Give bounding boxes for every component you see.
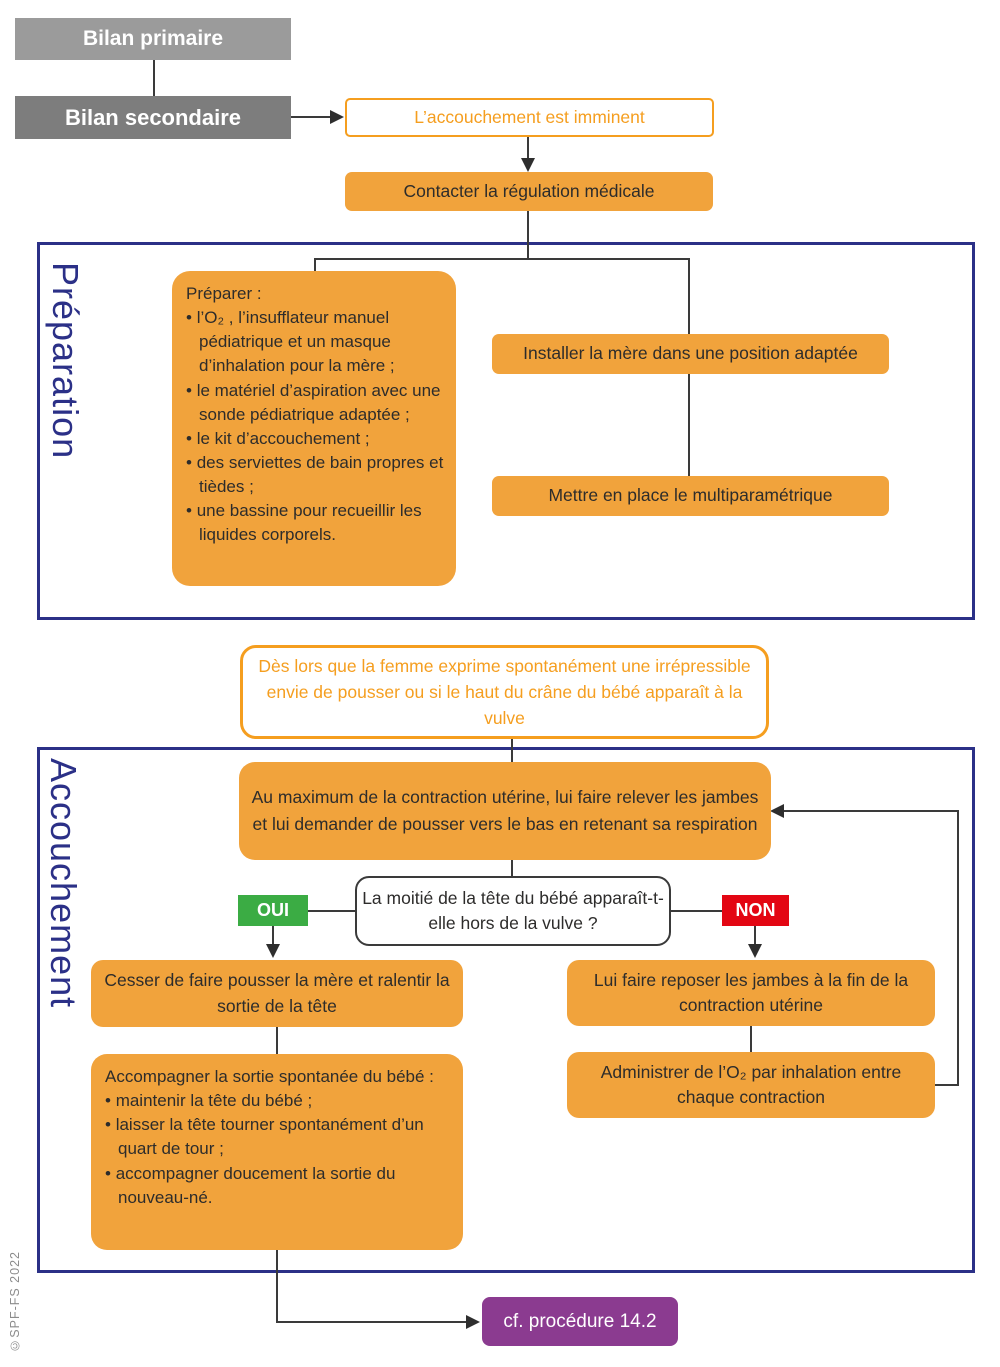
copyright-label: ©SPF-FS 2022 [8, 1251, 22, 1353]
arrowhead-into-imminent [330, 110, 344, 124]
badge-oui: OUI [238, 895, 308, 926]
arrowhead-non-down [748, 944, 762, 958]
preparer-item: • le matériel d’aspiration avec une sonde pédiatrique adaptée ; [186, 379, 444, 427]
accompagner-title: Accompagner la sortie spontanée du bébé : [105, 1067, 434, 1086]
connector-cesser-accompagner [276, 1026, 278, 1055]
preparer-item: • une bassine pour recueillir les liquides corporels. [186, 499, 444, 547]
loop-top-horizontal [783, 810, 959, 812]
node-accompagner-list [91, 1054, 463, 1250]
node-bilan-secondaire: Bilan secondaire [15, 96, 291, 139]
preparer-title: Préparer : [186, 284, 262, 303]
accompagner-item: • laisser la tête tourner spontanément d’un quart de tour ; [105, 1113, 451, 1161]
node-question-tete: La moitié de la tête du bébé apparaît-t-elle hors de la vulve ? [355, 876, 671, 946]
preparer-item: • le kit d’accouchement ; [186, 427, 444, 451]
connector-question-non [670, 910, 723, 912]
connector-aumaximum-question [511, 859, 513, 877]
node-au-maximum: Au maximum de la contraction utérine, lui faire relever les jambes et lui demander de pousser vers le bas en retenant sa respiration [239, 762, 771, 860]
connector-secondaire-imminent [290, 116, 333, 118]
connector-bilan [153, 60, 155, 96]
node-preparer-list [172, 271, 456, 586]
accouchement-section-label: Accouchement [43, 758, 84, 1009]
preparation-section-label: Préparation [45, 262, 86, 460]
accompagner-item: • maintenir la tête du bébé ; [105, 1089, 451, 1113]
arrowhead-oui-down [266, 944, 280, 958]
preparer-item: • des serviettes de bain propres et tièdes ; [186, 451, 444, 499]
connector-trigger-aumaximum [511, 738, 513, 765]
arrowhead-into-contacter [521, 158, 535, 172]
connector-accompagner-procedure-h [276, 1321, 466, 1323]
preparer-item: • l’O₂ , l’insufflateur manuel pédiatrique et un masque d’inhalation pour la mère ; [186, 306, 444, 378]
connector-reposer-administrer [750, 1025, 752, 1053]
loop-bottom-horizontal [935, 1084, 959, 1086]
connector-contacter-preparation [527, 210, 529, 259]
connector-split-horizontal [314, 258, 690, 260]
node-bilan-primaire: Bilan primaire [15, 18, 291, 60]
connector-oui-question [308, 910, 356, 912]
connector-non-down [754, 926, 756, 946]
connector-oui-down [272, 926, 274, 946]
node-contacter-regulation: Contacter la régulation médicale [345, 172, 713, 211]
node-installer-mere: Installer la mère dans une position adaptée [492, 334, 889, 374]
arrowhead-loop-into-aumaximum [770, 804, 784, 818]
arrowhead-into-procedure [466, 1315, 480, 1329]
node-accouchement-imminent: L’accouchement est imminent [345, 98, 714, 137]
node-multiparametrique: Mettre en place le multiparamétrique [492, 476, 889, 516]
connector-imminent-contacter [527, 137, 529, 160]
node-cesser-pousser: Cesser de faire pousser la mère et ralentir la sortie de la tête [91, 960, 463, 1027]
badge-non: NON [722, 895, 789, 926]
accompagner-item: • accompagner doucement la sortie du nouveau-né. [105, 1162, 451, 1210]
node-reposer-jambes: Lui faire reposer les jambes à la fin de la contraction utérine [567, 960, 935, 1026]
connector-accompagner-procedure-v [276, 1249, 278, 1323]
node-trigger-condition: Dès lors que la femme exprime spontanément une irrépressible envie de pousser ou si le haut du crâne du bébé apparaît à la vulve [240, 645, 769, 739]
node-administrer-o2: Administrer de l’O₂ par inhalation entre chaque contraction [567, 1052, 935, 1118]
loop-vertical [957, 810, 959, 1086]
node-procedure-ref: cf. procédure 14.2 [482, 1297, 678, 1346]
